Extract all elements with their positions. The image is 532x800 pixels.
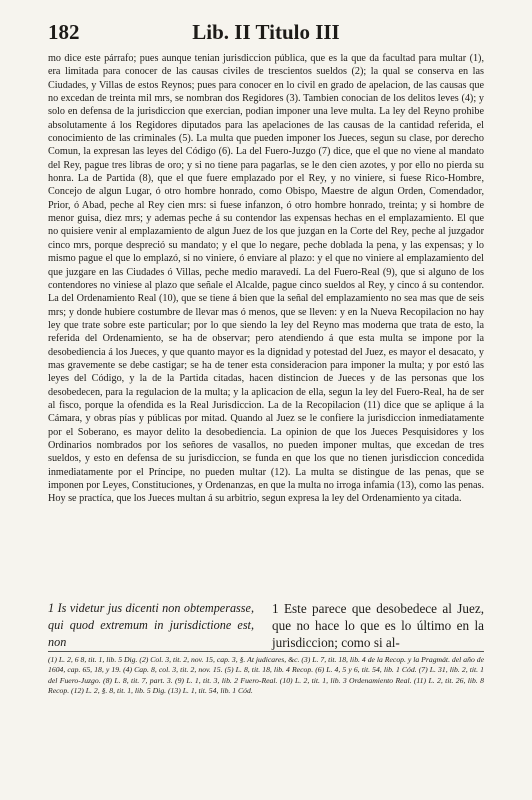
running-title: Lib. II Titulo III (192, 20, 340, 44)
footnote-divider (48, 651, 484, 652)
latin-column: 1 Is videtur jus dicenti non obtemperasse, qui quod extremum in jurisdictione est, non (48, 601, 254, 649)
page-number: 182 (48, 20, 80, 44)
main-text (48, 52, 484, 506)
page-header (48, 20, 484, 50)
bilingual-columns (48, 600, 484, 650)
footnotes-text: (1) L. 2, 6 8, tit. 1, lib. 5 Dig. (2) Col. 3, tit. 2, nov. 15, cap. 3, §. At judicares, &c. (3) L. 7, tit. 18, lib. 4 de la Recop. y la Pragmát. del año de 1604, cap. 65, 18, y 19. (4) Cap. 8, col. 3, tit. 2, nov. 15. (5) L. 8, tit. 18, lib. 4 Recop. (6) L. 4, 5 y 6, tit. 54, lib. 1 Cód. (7) L. 31, lib. 2, tit. 1 del Fuero-Juzgo. (8) L. 8, tit. 7, part. 3. (9) L. 1, tit. 3, lib. 2 Fuero-Real. (10) L. 2, tit. 1, lib. 3 Ordenamiento Real. (11) L. 2, tit. 26, lib. 8 Recop. (12) L. 2, §. 8, tit. 1, lib. 5 Dig. (13) L. 1, tit. 54, lib. 1 Cód. (48, 655, 484, 695)
spanish-column: 1 Este parece que desobedece al Juez, que no hace lo que es lo último en la jurisdiccion; como si al- (272, 601, 484, 650)
main-paragraph: mo dice este párrafo; pues aunque tenian jurisdiccion pública, que es la que da facultad para multar (1), era limitada para conocer de las causas civiles de trescientos sueldos (2); la qual se conserva en las Ciudades, y Villas de estos Reynos; pues para conocer en lo civil en grado de apelacion, de las causas que no excedan de treinta mil mrs, se nombran dos Regidores (3). Tambien conocian de los delitos leves (4); y solo en defensa de la jurisdiccion que exercian, podian imponer una leve multa. La ley del Reyno prohibe absolutamente á los Regidores diputados para las apelaciones de las causas de la cantidad referida, el conocimiento de las criminales (5). La multa que pueden imponer los Jueces, segun su clase, por derecho Comun, la expresan las leyes del Código (6). La del Fuero-Juzgo (7) dice, que el que no viene al mandato del Rey, pague tres libras de oro; y si no tiene para pagarlas, se le den cien azotes, y por ello no pierda su honra. La de Partida (8), que el que fuere emplazado por el Rey, y no viniere, si fuese Rico-Hombre, Concejo de algun Lugar, ó otro hombre honrado, como Obispo, Maestre de algun Orden, Comendador, Prior, ó Abad, peche al Rey cien mrs: si fuese infanzon, ó otro hombre honrado, treinta; y si hombre de menor guisa, diez mrs; y ademas peche á su contendor las expensas hechas en el emplazamiento. El que no quisiere venir al emplazamiento de algun Juez de los que juzgan en la Corte del Rey, peche al juzgador cinco mrs, porque despreció su mandato; y el que lo negare, peche doblada la pena, y las expensas; y lo mismo pague el que lo emplazó, si no viniere, ó enviare al plazo: y el que no viniere al emplazamiento del que juzgare en las Ciudades ó Villas, peche medio maravedí. La del Fuero-Real (9), que si alguno de los contendores no viniese al plazo que señale el Alcalde, pague cinco sueldos al Rey, y cinco á su contendor. La del Ordenamiento Real (10), que se tiene á bien que la señal del emplazamiento no sea mas que de seis mrs; y donde hubiere costumbre de llevar mas ó menos, que se lleven: y en la Nueva Recopilacion no hay ley que trate sobre este particular; por lo que siendo la ley del Reyno mas moderna que trata de esto, la referida del Ordenamiento, se ha de observar; pero atendiendo á que esta multa se impone por la desobediencia á los Jueces, y que quanto mayor es la dignidad y potestad del Juez, es mayor el desacato, y mas gravemente se debe castigar; se ha de tener esta consideracion para imponer la multa; y por estó las leyes del Código, y la de la Partida citadas, hacen distincion de Jueces y de las personas que los desobedecen, para la regulacion de la multa; y la aplicacion de ella, segun la ley del Fuero-Real, ha de ser al fisco, porque la ofendida es la Real Jurisdiccion. La de la Recopilacion (11) dice que se aplique á la Cámara, y obras pías y públicas por mitad. Quando al Juez se le confiere la jurisdiccion inmediatamente por el Soberano, es mayor delito la desobediencia. La opinion de que los Jueces Pesquisidores y los Ordinarios nombrados por los señores de vasallos, no pueden imponer multas, que excedan de tres sueldos, y esto en defensa de su jurisdiccion, se funda en que los que no tienen jurisdiccion concedida inmediatamente por el Príncipe, no pueden multar (12). La multa se distingue de las penas, que se imponen por Leyes, Constituciones, y Ordenanzas, en que la multa no irroga infamia (13), como las penas. Hoy se practíca, que los Jueces multan á su arbitrio, segun expresa la ley del Ordenamiento ya citada. (48, 53, 484, 505)
footnotes (48, 655, 484, 696)
